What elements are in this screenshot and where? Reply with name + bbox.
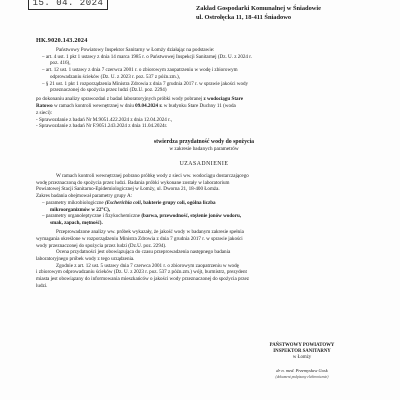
legal-basis-intro: Państwowy Powiatowy Inspektor Sanitarny w Łomży działając na podstawie: bbox=[56, 47, 215, 53]
legal-basis-line: odprowadzaniu ścieków (Dz. U. z 2023 r. poz. 537 z późn.zm.), bbox=[50, 73, 180, 80]
legal-basis-line: – art. 4 ust. 1 pkt 1 ustawy z dnia 14 marca 1985 r. o Państwowej Inspekcji Sanitarnej (Dz. U. z 2024 r. bbox=[42, 53, 252, 60]
signature-title: INSPEKTOR SANITARNY bbox=[273, 349, 331, 355]
signature-location: w Łomży bbox=[292, 355, 312, 361]
reasoning-line: i zbiorowym odprowadzaniu ścieków (Dz. U. z 2023 r. poz. 537 z późn.zm.) wójt, burmistrz, prezydent bbox=[36, 269, 247, 276]
reasoning-line: ludzi. bbox=[36, 282, 48, 289]
reasoning-paragraph-4 bbox=[36, 263, 372, 290]
reasoning-line: Zgodnie z art. 12 ust. 5 ustawy dnia 7 czerwca 2001 r. o zbiorowym zaopatrzeniu w wodę bbox=[56, 262, 239, 269]
legal-basis-line: przeznaczonej do spożycia przez ludzi (Dz.U. poz. 2294) bbox=[50, 87, 167, 94]
reasoning-line: miasta jest obowiązany do informowania mieszkańców o jakości wody przeznaczonej do spożycia przez bbox=[36, 276, 250, 283]
scope-intro: Zakres badania obejmował parametry grupy A: bbox=[36, 193, 133, 200]
reasoning-title: UZASADNIENIE bbox=[179, 161, 229, 168]
report-line: - Sprawozdanie z badań Nr F.9051.243.2024 z dnia 11.04.2024r. bbox=[36, 123, 168, 130]
analysis-paragraph bbox=[36, 96, 372, 130]
scope-text: (barwa, przewodność, stężenie jonów wodoru, bbox=[141, 213, 242, 220]
reasoning-paragraph-3 bbox=[36, 249, 372, 262]
scope-text: , bakterie grupy coli, ogólna liczba bbox=[140, 199, 216, 206]
scope-text: smak, zapach, mętność). bbox=[50, 219, 103, 226]
sampling-date: 09.04.2024 r. bbox=[135, 103, 163, 110]
document-body bbox=[36, 47, 372, 290]
signer-name: dr n. med. Przemysław Gosk bbox=[276, 367, 328, 373]
signature-note: (dokument podpisany elektronicznie) bbox=[275, 374, 329, 379]
reasoning-line: Przeprowadzone analizy ww. próbek wykazały, że jakość wody w badanym zakresie spełnia bbox=[56, 229, 244, 236]
legal-basis-line: – art. 12 ust. 1 ustawy z dnia 7 czerwca 2001 r. o zbiorowym zaopatrzeniu w wodę i zbiorowym bbox=[42, 67, 238, 74]
reasoning-line: laboratoryjnego próbek wody z tego urządzenia. bbox=[36, 255, 135, 262]
reasoning-line: Ocena przydatności jest obowiązująca do czasu przeprowadzenia następnego badania bbox=[56, 249, 231, 256]
decision-subtitle: w zakresie badanych parametrów bbox=[169, 145, 239, 152]
scope-text: – parametry organoleptyczne i fizykochemiczne bbox=[42, 213, 142, 220]
analysis-source: z wodociągu Stare bbox=[203, 96, 244, 103]
signature-title: PAŃSTWOWY POWIATOWY bbox=[269, 343, 335, 348]
received-date-stamp: 15. 04. 2024 bbox=[28, 0, 108, 10]
scope-text: mikroorganizmów w 22°C), bbox=[50, 206, 111, 213]
legal-basis-line: poz. 416), bbox=[50, 60, 71, 67]
reasoning-line: Powiatowej Stacji Sanitarno-Epidemiologicznej w Łomży, ul. Dworna 21, 18-400 Łomża. bbox=[36, 186, 220, 193]
addressee-name: Zakład Gospodarki Komunalnej w Śniadowie bbox=[196, 5, 322, 12]
reasoning-line: W ramach kontroli wewnętrznej pobrano próbkę wody z sieci ww. wodociągu dostarczającego bbox=[56, 173, 249, 180]
reasoning-line: wymagania określone w rozporządzeniu Ministra Zdrowia z dnia 7 grudnia 2017 r. w sprawie jakości bbox=[36, 235, 243, 242]
analysis-source-name: Ratowo bbox=[36, 103, 53, 110]
analysis-text: z sieci): bbox=[36, 109, 52, 116]
reasoning-paragraph-2 bbox=[36, 229, 372, 249]
addressee-block bbox=[196, 5, 396, 22]
analysis-text: w budynku Stare Duchny 11 (woda bbox=[162, 103, 236, 110]
legal-basis-line: – § 21 ust. 1 pkt 1 rozporządzenia Ministra Zdrowia z dnia 7 grudnia 2017 r. w sprawie jakości wody bbox=[42, 80, 249, 87]
reasoning-paragraph-1 bbox=[36, 173, 372, 193]
addressee-address: ul. Ostrołęcka 11, 18-411 Śniadowo bbox=[196, 13, 292, 21]
scope-list bbox=[36, 200, 372, 227]
analysis-text: w ramach kontroli wewnętrznej w dniu bbox=[52, 103, 136, 110]
decision-title: stwierdza przydatność wody do spożycia bbox=[153, 138, 255, 145]
scope-text: – parametry mikrobiologiczne bbox=[42, 199, 105, 206]
signature-block bbox=[232, 343, 372, 380]
reasoning-line: wody przeznaczonej do spożycia przez ludzi (Dz.U. poz. 2294). bbox=[36, 242, 167, 249]
reasoning-line: wodę przeznaczoną do spożycia przez ludzi. Badania próbki wykonane zostały w laboratorium bbox=[36, 179, 230, 186]
scope-text: (Escherichia coli bbox=[104, 199, 141, 206]
analysis-text: po dokonaniu analizy sprawozdań z badań laboratoryjnych próbki wody pobranej bbox=[36, 96, 204, 103]
reference-number: HK.9020.143.2024 bbox=[36, 37, 88, 44]
legal-basis-list bbox=[36, 54, 372, 94]
report-line: - Sprawozdanie z badań Nr M.9051.422.2024 z dnia 12.04.2024 r., bbox=[36, 116, 173, 123]
